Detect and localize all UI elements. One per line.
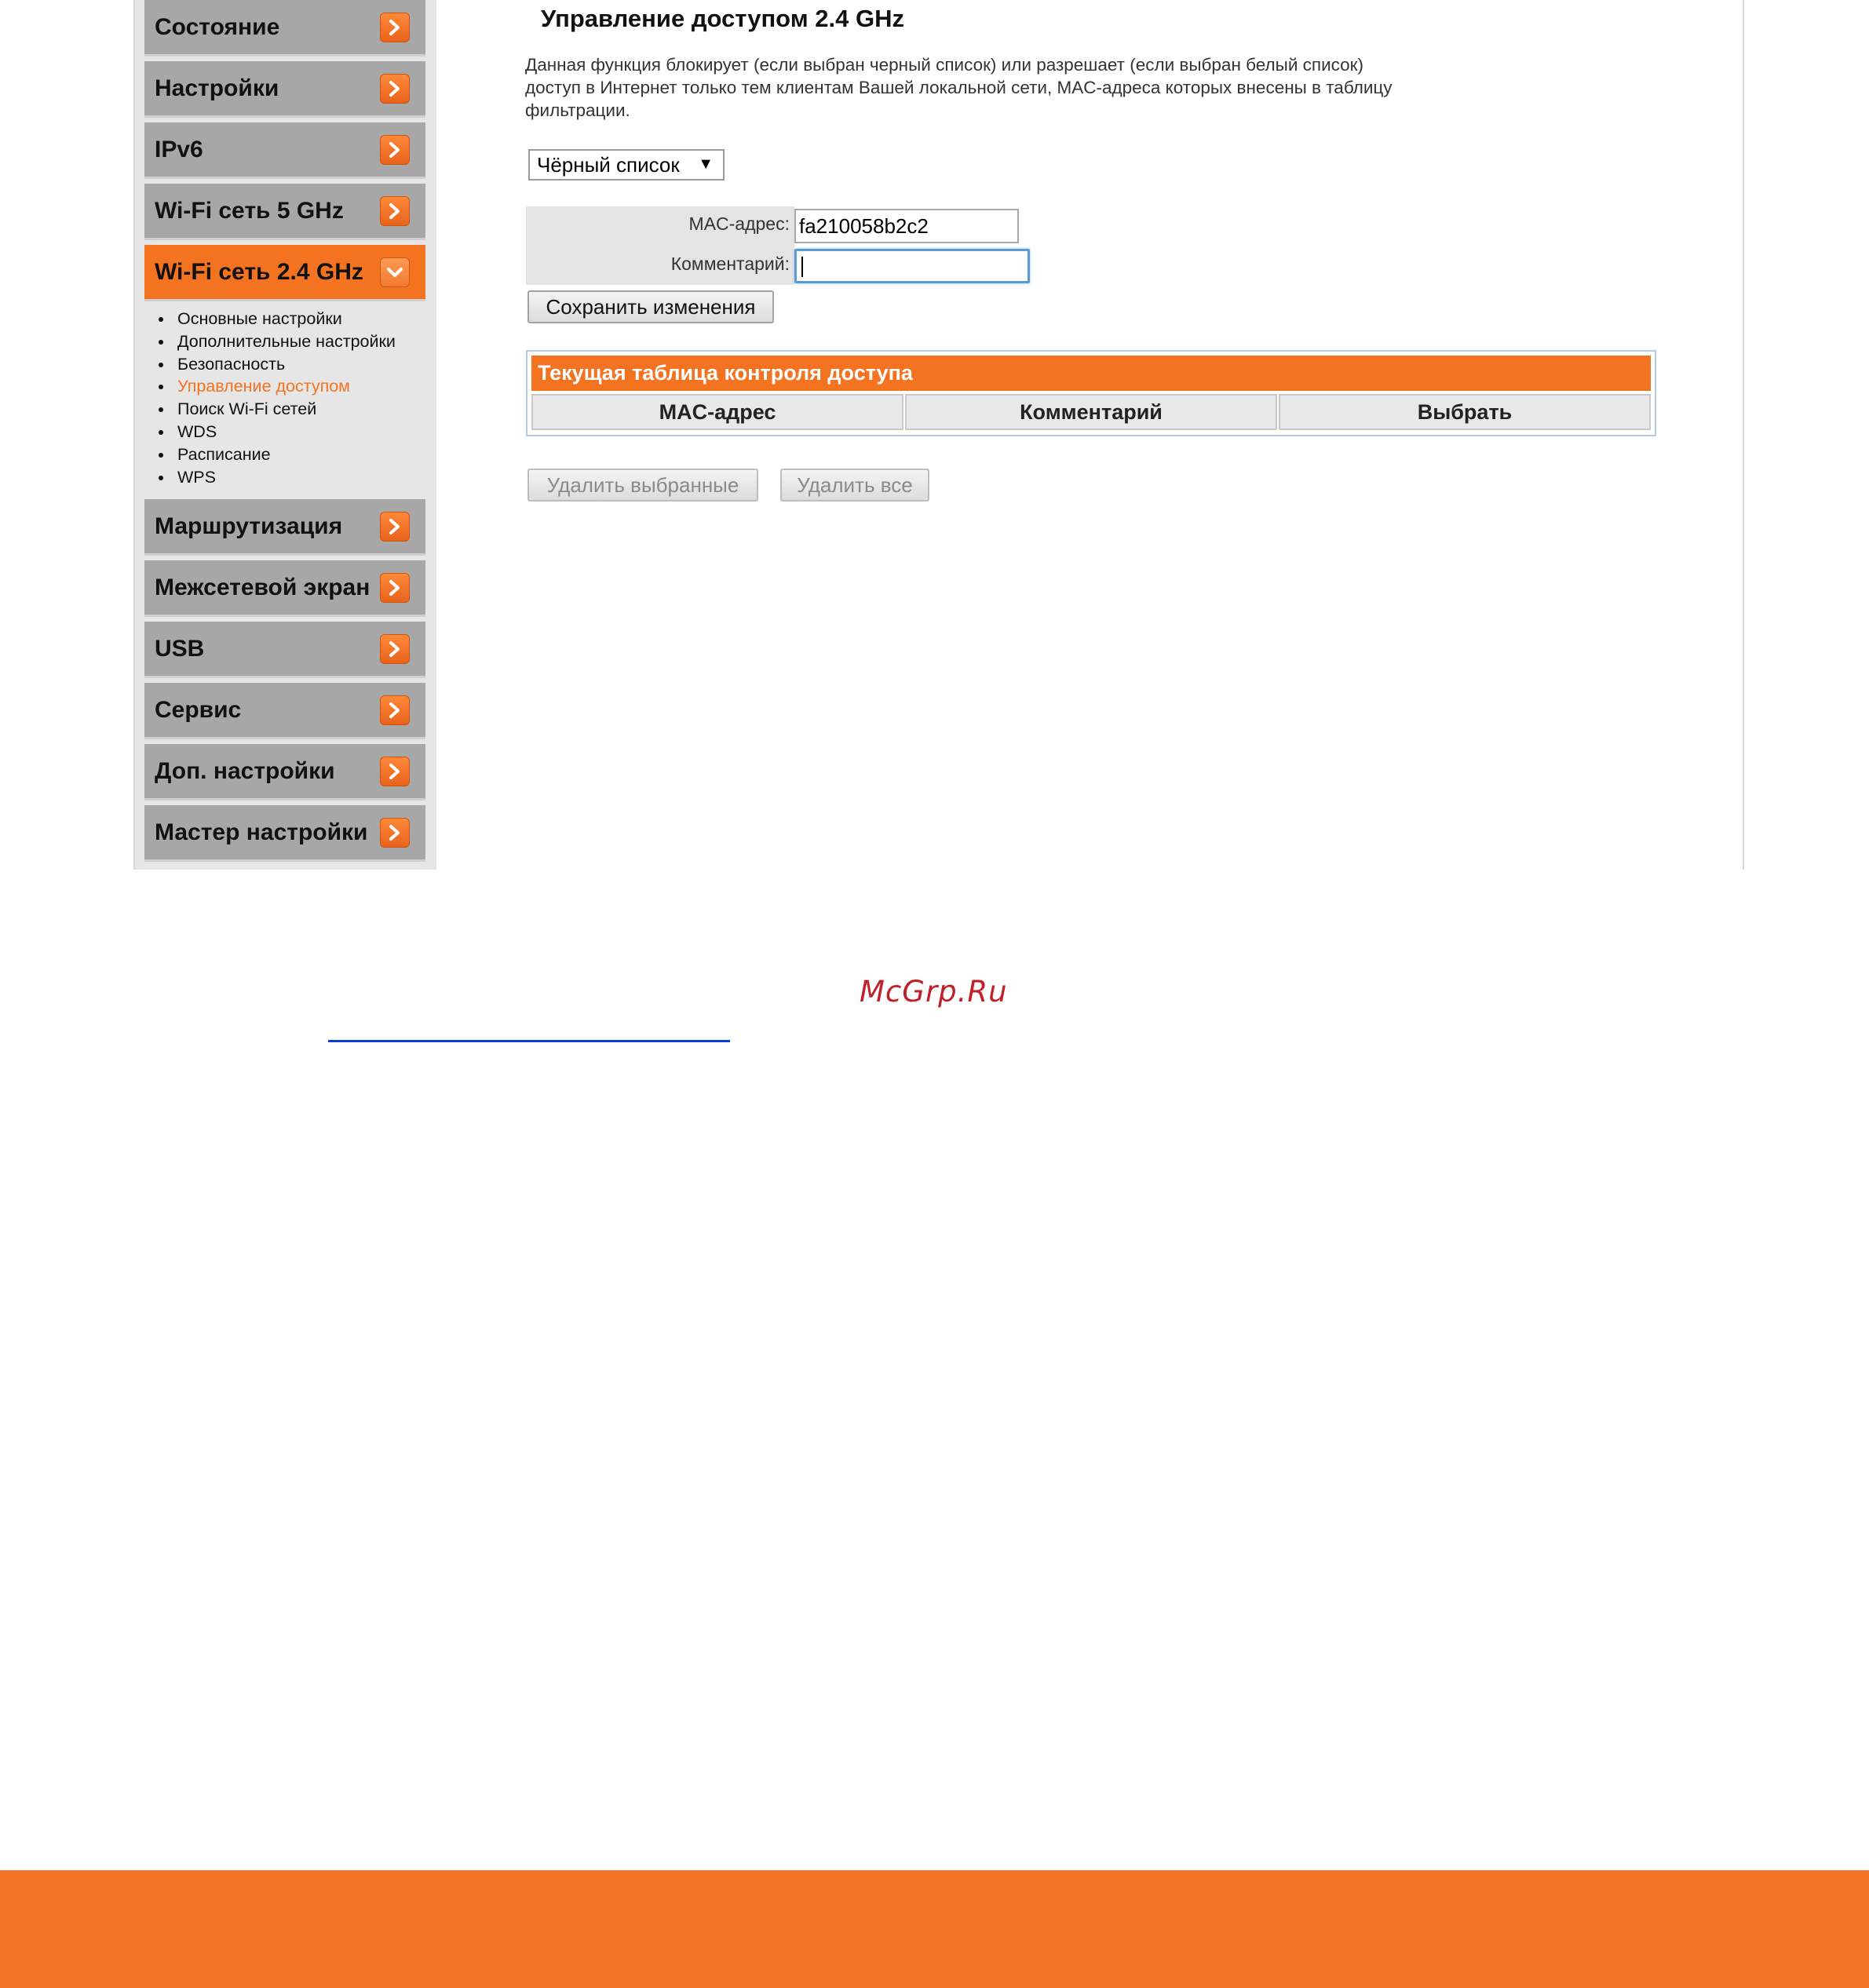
nav-item-status[interactable] xyxy=(144,0,425,57)
access-control-table xyxy=(526,350,1656,436)
column-header-select: Выбрать xyxy=(1279,394,1651,430)
nav-item-label: Wi-Fi сеть 2.4 GHz xyxy=(155,258,363,285)
nav-item-label: Межсетевой экран xyxy=(155,574,371,600)
nav-item-label: Сервис xyxy=(155,696,242,723)
nav-item-label: USB xyxy=(155,635,205,662)
delete-selected-button[interactable]: Удалить выбранные xyxy=(527,469,758,502)
submenu-item-wifi-scan[interactable]: Поиск Wi-Fi сетей xyxy=(154,398,429,421)
chevron-right-icon xyxy=(380,818,410,848)
filter-mode-value: Чёрный список xyxy=(537,152,680,177)
nav-item-label: IPv6 xyxy=(155,136,203,162)
nav-item-label: Доп. настройки xyxy=(155,757,335,784)
page-description: Данная функция блокирует (если выбран черный список) или разрешает (если выбран белый список) доступ в Интернет только тем клиентам Вашей локальной сети, MAC-адреса которых внесены в таблицу фильтрации. xyxy=(525,55,1393,120)
link-underline[interactable] xyxy=(328,1040,730,1042)
submenu-item-wds[interactable]: WDS xyxy=(154,421,429,443)
submenu-item-advanced[interactable]: Дополнительные настройки xyxy=(154,330,429,353)
nav-item-label: Маршрутизация xyxy=(155,513,343,539)
router-admin-screenshot xyxy=(133,0,1744,870)
chevron-right-icon xyxy=(380,512,410,542)
nav-item-routing[interactable] xyxy=(144,499,425,556)
wifi-24ghz-submenu xyxy=(154,308,429,488)
nav-item-firewall[interactable] xyxy=(144,560,425,617)
chevron-down-icon xyxy=(380,257,410,287)
submenu-item-schedule[interactable]: Расписание xyxy=(154,443,429,466)
nav-item-label: Мастер настройки xyxy=(155,819,368,845)
column-header-comment: Комментарий xyxy=(905,394,1277,430)
watermark: McGrp.Ru xyxy=(860,975,1008,1009)
chevron-right-icon xyxy=(380,74,410,104)
submenu-item-security[interactable]: Безопасность xyxy=(154,353,429,376)
nav-item-ipv6[interactable] xyxy=(144,122,425,179)
text-cursor xyxy=(801,257,803,277)
filter-mode-select[interactable] xyxy=(528,149,725,181)
comment-input[interactable] xyxy=(794,249,1030,283)
nav-item-extra-settings[interactable] xyxy=(144,744,425,801)
table-title: Текущая таблица контроля доступа xyxy=(531,356,1651,391)
chevron-right-icon xyxy=(380,757,410,786)
comment-label: Комментарий: xyxy=(670,254,790,274)
chevron-right-icon xyxy=(380,695,410,725)
submenu-item-wps[interactable]: WPS xyxy=(154,466,429,489)
nav-item-usb[interactable] xyxy=(144,622,425,678)
nav-item-wifi-24ghz[interactable] xyxy=(144,245,425,301)
chevron-right-icon xyxy=(380,13,410,42)
nav-item-service[interactable] xyxy=(144,683,425,739)
chevron-right-icon xyxy=(380,573,410,603)
page-title: Управление доступом 2.4 GHz xyxy=(541,5,904,32)
nav-item-wifi-5ghz[interactable] xyxy=(144,184,425,240)
nav-item-settings[interactable] xyxy=(144,61,425,118)
dropdown-arrow-icon: ▼ xyxy=(698,155,714,173)
nav-item-label: Настройки xyxy=(155,75,279,101)
submenu-item-access-control[interactable]: Управление доступом xyxy=(154,375,429,398)
column-header-mac: MAC-адрес xyxy=(531,394,903,430)
nav-item-setup-wizard[interactable] xyxy=(144,805,425,862)
chevron-right-icon xyxy=(380,634,410,664)
delete-all-button[interactable]: Удалить все xyxy=(780,469,929,502)
chevron-right-icon xyxy=(380,135,410,165)
chevron-right-icon xyxy=(380,196,410,226)
sidebar xyxy=(135,0,436,870)
mac-address-input[interactable]: fa210058b2c2 xyxy=(794,209,1019,243)
save-button[interactable]: Сохранить изменения xyxy=(527,290,774,323)
mac-label: MAC-адрес: xyxy=(688,213,790,234)
main-content xyxy=(436,0,1744,870)
footer-bar xyxy=(0,1870,1869,1988)
submenu-item-basic[interactable]: Основные настройки xyxy=(154,308,429,330)
nav-item-label: Состояние xyxy=(155,13,280,40)
nav-item-label: Wi-Fi сеть 5 GHz xyxy=(155,197,344,224)
form-labels-panel xyxy=(526,206,794,285)
